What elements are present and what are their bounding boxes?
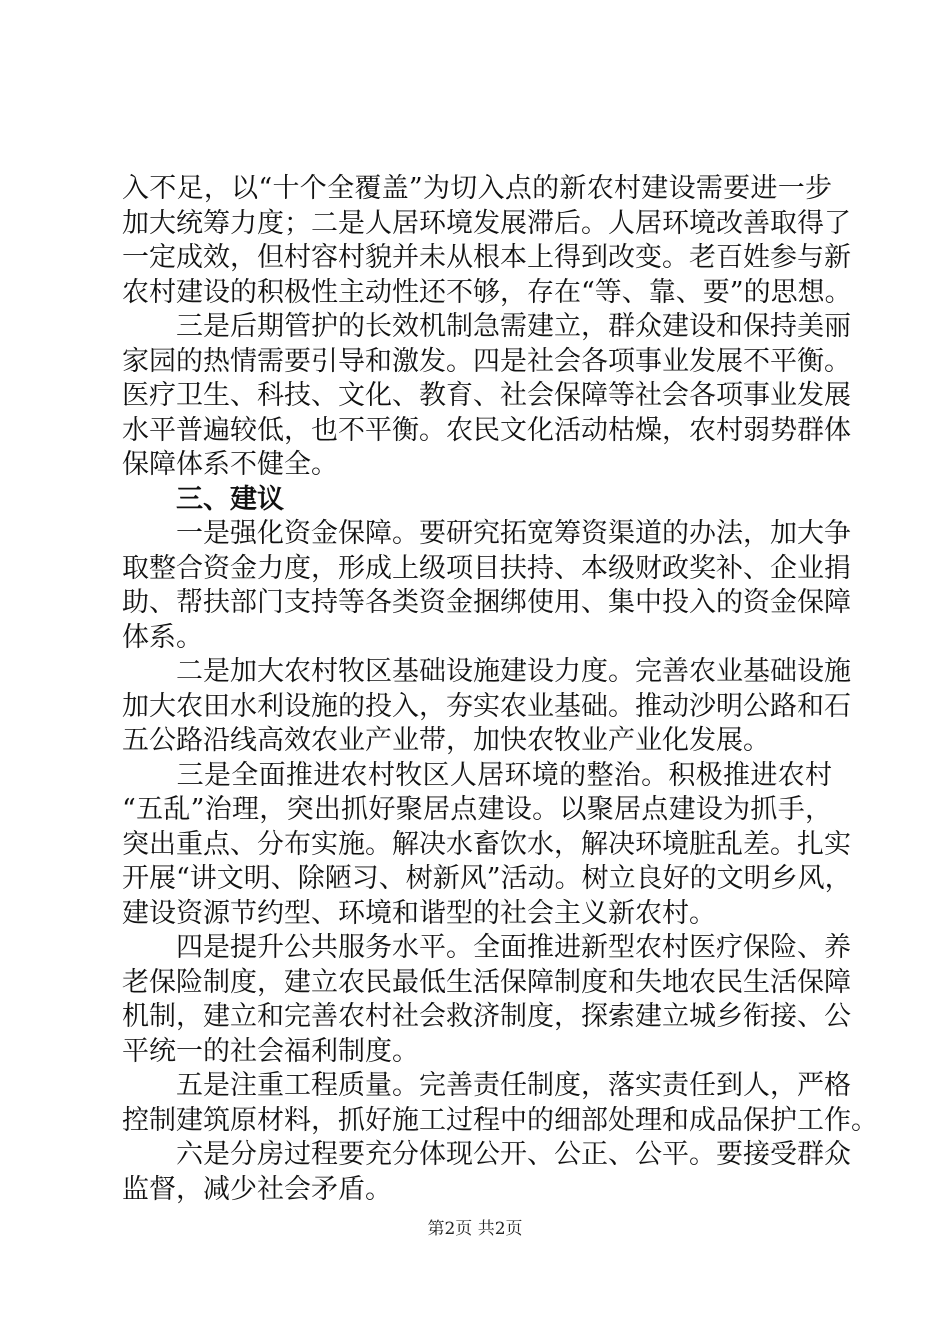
text-line: 入不足，以“十个全覆盖”为切入点的新农村建设需要进一步 [122, 173, 832, 204]
text-line: 医疗卫生、科技、文化、教育、社会保障等社会各项事业发展 [122, 380, 851, 411]
text-line: 家园的热情需要引导和激发。四是社会各项事业发展不平衡。 [122, 345, 851, 377]
section-heading: 三、建议 [122, 483, 284, 515]
text-line: 加大统筹力度；二是人居环境发展滞后。人居环境改善取得了 [122, 207, 851, 239]
text-line: 助、帮扶部门支持等各类资金捆绑使用、集中投入的资金保障 [122, 587, 851, 618]
text-line: 三是全面推进农村牧区人居环境的整治。积极推进农村 [122, 759, 832, 791]
text-line: 突出重点、分布实施。解决水畜饮水，解决环境脏乱差。扎实 [122, 828, 851, 860]
text-line: 一是强化资金保障。要研究拓宽筹资渠道的办法，加大争 [122, 518, 851, 549]
text-line: 五是注重工程质量。完善责任制度，落实责任到人，严格 [122, 1070, 851, 1101]
text-line: 五公路沿线高效农业产业带，加快农牧业产业化发展。 [122, 725, 770, 756]
text-line: 机制，建立和完善农村社会救济制度，探索建立城乡衔接、公 [122, 1001, 851, 1032]
text-line: 三是后期管护的长效机制急需建立，群众建设和保持美丽 [122, 311, 851, 342]
text-line: “五乱”治理，突出抓好聚居点建设。以聚居点建设为抓手， [122, 794, 832, 825]
text-line: 建设资源节约型、环境和谐型的社会主义新农村。 [122, 897, 716, 929]
text-line: 开展“讲文明、除陋习、树新风”活动。树立良好的文明乡风， [122, 863, 852, 894]
text-line: 取整合资金力度，形成上级项目扶持、本级财政奖补、企业捐 [122, 552, 851, 584]
page-footer: 第2页 共2页 [427, 1219, 523, 1239]
document-body [122, 172, 878, 1207]
text-line: 监督，减少社会矛盾。 [122, 1173, 392, 1205]
text-line: 平统一的社会福利制度。 [122, 1035, 419, 1067]
text-line: 加大农田水利设施的投入，夯实农业基础。推动沙明公路和石 [122, 690, 851, 722]
text-line: 老保险制度，建立农民最低生活保障制度和失地农民生活保障 [122, 966, 851, 998]
text-line: 控制建筑原材料，抓好施工过程中的细部处理和成品保护工作。 [122, 1104, 878, 1136]
text-line: 保障体系不健全。 [122, 449, 338, 480]
text-line: 四是提升公共服务水平。全面推进新型农村医疗保险、养 [122, 932, 851, 963]
text-line: 农村建设的积极性主动性还不够，存在“等、靠、要”的思想。 [122, 276, 852, 308]
text-line: 水平普遍较低，也不平衡。农民文化活动枯燥，农村弱势群体 [122, 414, 851, 446]
text-line: 六是分房过程要充分体现公开、公正、公平。要接受群众 [122, 1139, 851, 1170]
text-line: 二是加大农村牧区基础设施建设力度。完善农业基础设施 [122, 656, 851, 687]
text-line: 一定成效，但村容村貌并未从根本上得到改变。老百姓参与新 [122, 242, 851, 273]
text-line: 体系。 [122, 621, 203, 653]
